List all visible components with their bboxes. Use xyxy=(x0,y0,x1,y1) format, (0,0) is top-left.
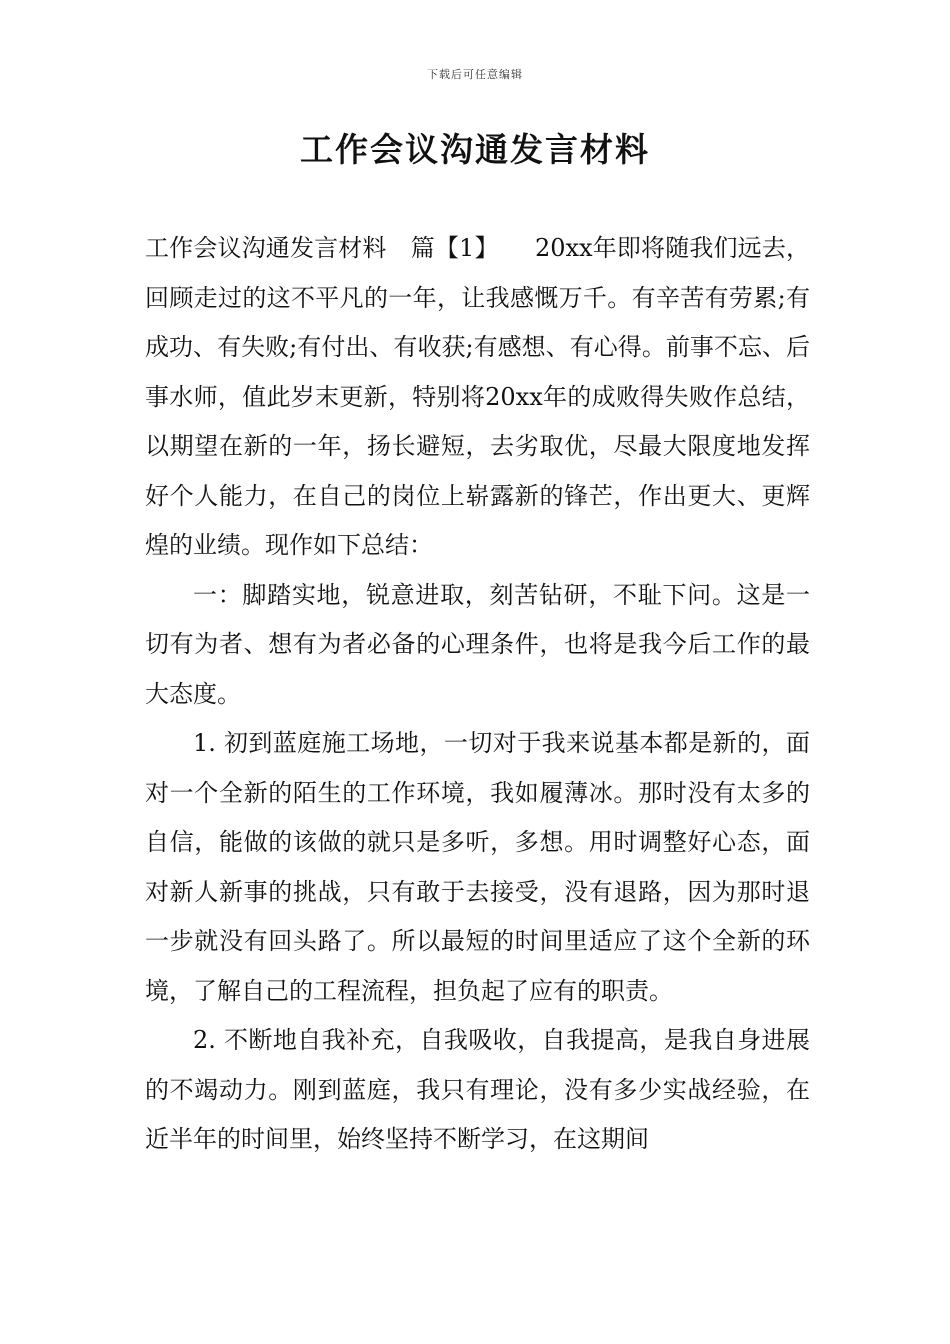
header-note: 下载后可任意编辑 xyxy=(427,68,523,81)
document-body xyxy=(145,224,810,1165)
document-title: 工作会议沟通发言材料 xyxy=(300,130,650,169)
lead-paragraph xyxy=(145,224,810,571)
section-heading: 工作会议沟通发言材料 篇【1】 xyxy=(145,234,535,262)
body-paragraph-2: 1. 初到蓝庭施工场地，一切对于我来说基本都是新的，面对一个全新的陌生的工作环境，我如履薄冰。那时没有太多的自信，能做的该做的就只是多听，多想。用时调整好心态，面对新人新事的挑战，只有敢于去接受，没有退路，因为那时退一步就没有回头路了。所以最短的时间里适应了这个全新的环境，了解自己的工程流程，担负起了应有的职责。 xyxy=(145,729,810,1005)
body-paragraph-3: 2. 不断地自我补充，自我吸收，自我提高，是我自身进展的不竭动力。刚到蓝庭，我只有理论，没有多少实战经验，在近半年的时间里，始终坚持不断学习，在这期间 xyxy=(145,1026,810,1153)
lead-paragraph-text: 20xx年即将随我们远去，回顾走过的这不平凡的一年，让我感慨万千。有辛苦有劳累;有成功、有失败;有付出、有收获;有感想、有心得。前事不忘、后事水师，值此岁末更新，特别将20xx年的成败得失败作总结，以期望在新的一年，扬长避短，去劣取优，尽最大限度地发挥好个人能力，在自己的岗位上崭露新的锋芒，作出更大、更辉煌的业绩。现作如下总结： xyxy=(145,234,810,559)
body-paragraph-1: 一：脚踏实地，锐意进取，刻苦钻研，不耻下问。这是一切有为者、想有为者必备的心理条件，也将是我今后工作的最大态度。 xyxy=(145,580,810,708)
